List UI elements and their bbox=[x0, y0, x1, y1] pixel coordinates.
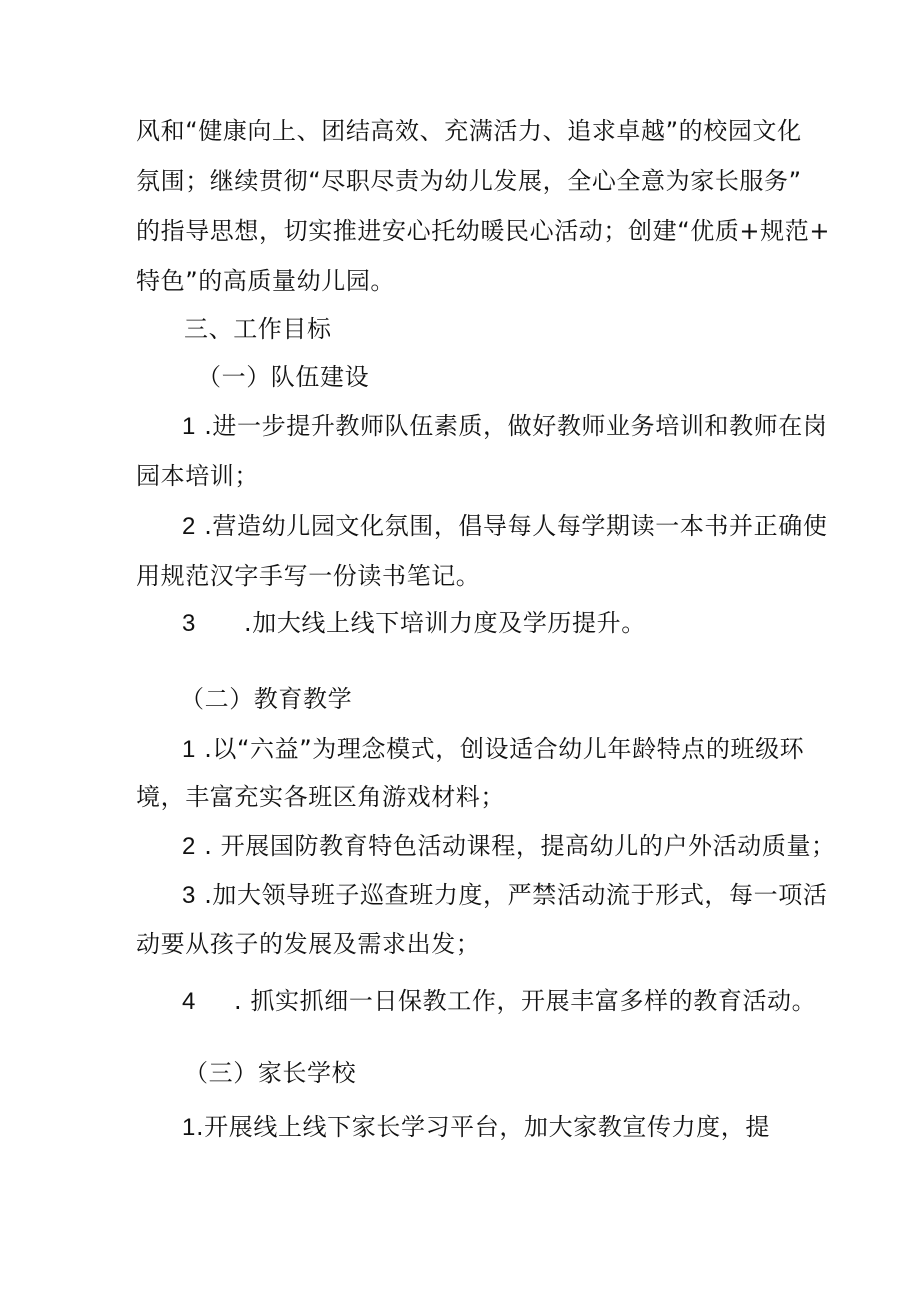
teaching-item-1-line-1 bbox=[182, 734, 804, 765]
team-item-1-line-1 bbox=[182, 411, 827, 442]
intro-line-2: 氛围；继续贯彻“尽职尽责为幼儿发展，全心全意为家长服务” bbox=[136, 167, 802, 195]
teaching-item-2-line-1 bbox=[182, 831, 836, 862]
team-item-2-line-1 bbox=[182, 511, 827, 542]
team-item-3-number: 3 bbox=[182, 610, 196, 637]
team-item-2-text: .营造幼儿园文化氛围，倡导每人每学期读一本书并正确使 bbox=[204, 512, 828, 540]
parents-heading: （三）家长学校 bbox=[184, 1059, 357, 1087]
team-item-1-line-2: 园本培训； bbox=[136, 462, 259, 490]
teaching-item-1-number: 1 bbox=[182, 736, 196, 763]
section-title: 三、工作目标 bbox=[184, 315, 332, 343]
parents-item-1-line-1 bbox=[182, 1112, 770, 1143]
teaching-item-1-text: .以“六益”为理念模式，创设适合幼儿年龄特点的班级环 bbox=[204, 735, 805, 763]
teaching-item-3-line-1 bbox=[182, 880, 827, 911]
team-item-3-text: .加大线上线下培训力度及学历提升。 bbox=[244, 609, 646, 637]
teaching-item-2-text: . 开展国防教育特色活动课程，提高幼儿的户外活动质量； bbox=[204, 832, 836, 860]
teaching-item-3-number: 3 bbox=[182, 882, 196, 909]
intro-line-1: 风和“健康向上、团结高效、充满活力、追求卓越”的校园文化 bbox=[136, 117, 802, 145]
teaching-item-4-number: 4 bbox=[182, 988, 196, 1015]
parents-item-1-text: .开展线上线下家长学习平台，加大家教宣传力度，提 bbox=[195, 1113, 770, 1141]
teaching-item-1-line-2: 境，丰富充实各班区角游戏材料； bbox=[136, 783, 505, 811]
teaching-item-4-line-1 bbox=[182, 986, 816, 1017]
teaching-item-3-text: .加大领导班子巡查班力度，严禁活动流于形式，每一项活 bbox=[204, 881, 828, 909]
team-item-1-text: .进一步提升教师队伍素质，做好教师业务培训和教师在岗 bbox=[204, 412, 828, 440]
team-item-3-line-1 bbox=[182, 608, 646, 639]
teaching-item-4-text: . 抓实抓细一日保教工作，开展丰富多样的教育活动。 bbox=[234, 987, 817, 1015]
team-heading: （一）队伍建设 bbox=[197, 363, 370, 391]
teaching-heading: （二）教育教学 bbox=[180, 685, 353, 713]
team-item-2-line-2: 用规范汉字手写一份读书笔记。 bbox=[136, 562, 481, 590]
intro-line-4: 特色”的高质量幼儿园。 bbox=[136, 267, 396, 295]
intro-line-3: 的指导思想，切实推进安心托幼暖民心活动；创建“优质+规范+ bbox=[136, 217, 831, 245]
parents-item-1-number: 1 bbox=[182, 1114, 196, 1141]
team-item-2-number: 2 bbox=[182, 513, 196, 540]
team-item-1-number: 1 bbox=[182, 413, 196, 440]
teaching-item-3-line-2: 动要从孩子的发展及需求出发； bbox=[136, 930, 481, 958]
teaching-item-2-number: 2 bbox=[182, 833, 196, 860]
